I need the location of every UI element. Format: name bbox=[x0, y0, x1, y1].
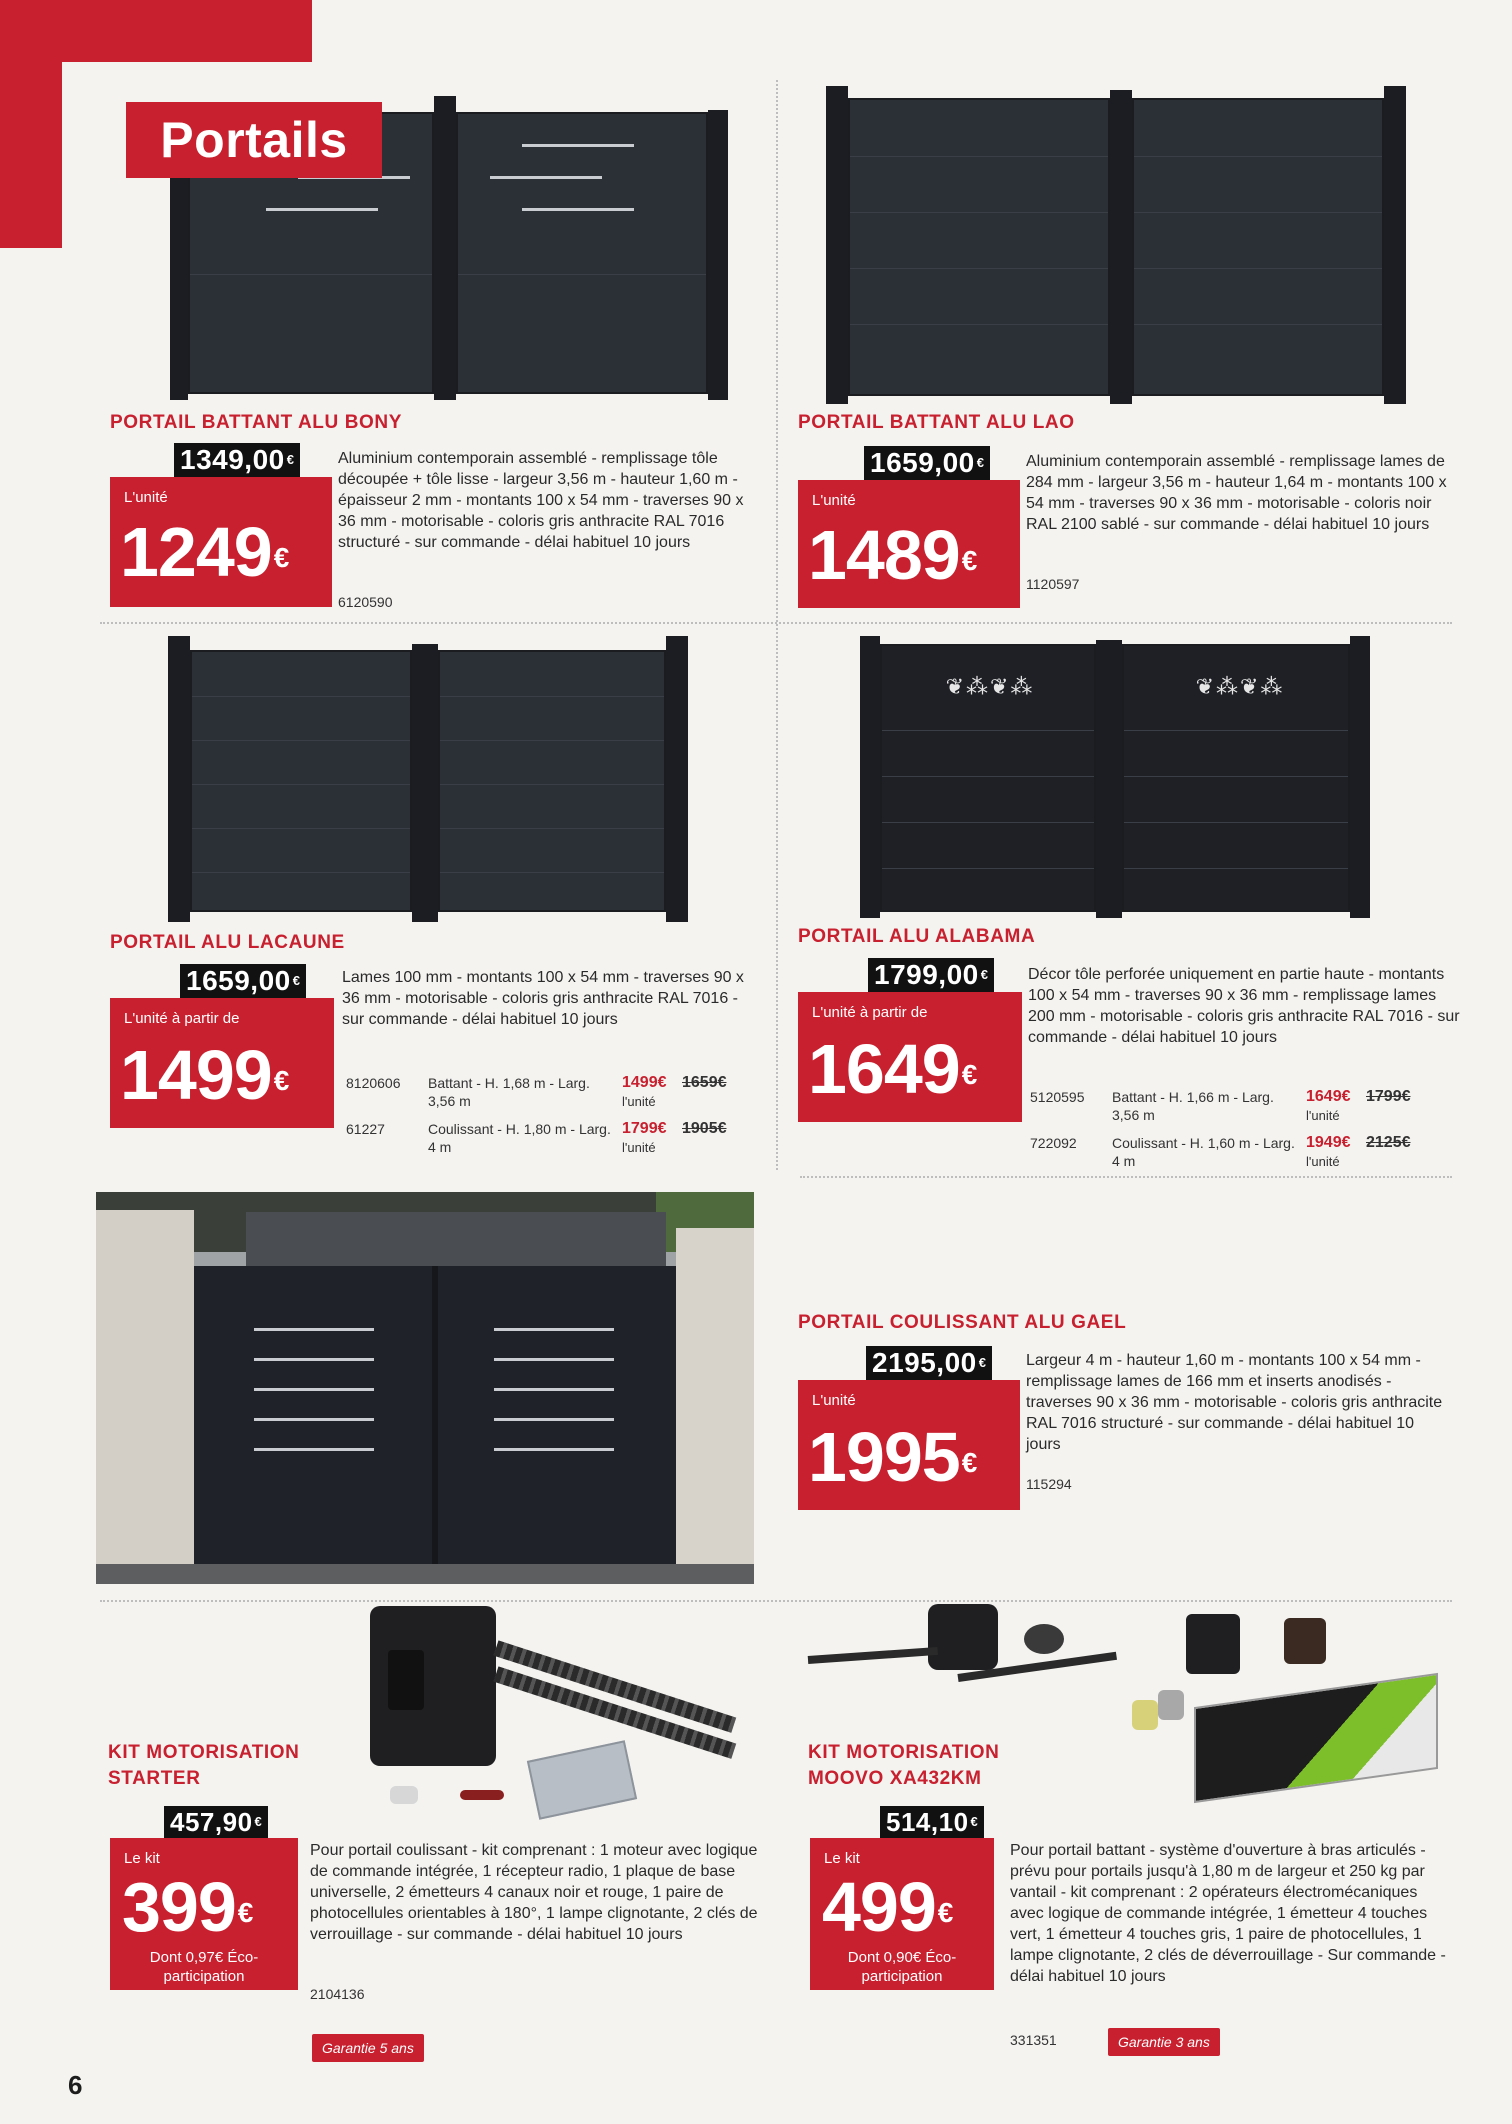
product-photo-gael bbox=[96, 1192, 754, 1584]
product-description: Décor tôle perforée uniquement en partie haute - montants 100 x 54 mm - traverses 90 x 36 mm - remplissage lames 200 mm - motorisable - coloris gris anthracite RAL 7016 - sur commande - délai habituel 10 jours bbox=[1028, 966, 1460, 1046]
price-label: Le kit bbox=[824, 1850, 860, 1867]
price-box bbox=[110, 477, 332, 607]
product-ref: 6120590 bbox=[338, 594, 393, 610]
price-box bbox=[810, 1838, 994, 1990]
price-label: L'unité bbox=[812, 1392, 856, 1409]
variant-table bbox=[1030, 1088, 1450, 1180]
column-divider bbox=[776, 80, 778, 1170]
price-box bbox=[798, 1380, 1020, 1510]
price-value: 1489€ bbox=[808, 516, 977, 594]
eco-participation: Dont 0,90€ Éco-participation bbox=[847, 1949, 957, 1985]
leaf-pattern: ❦⁂❦⁂ bbox=[945, 674, 1035, 699]
old-price: 2195,00 € bbox=[866, 1346, 992, 1380]
product-title: PORTAIL BATTANT ALU BONY bbox=[110, 412, 402, 433]
price-box bbox=[110, 998, 334, 1128]
price-value: 499€ bbox=[822, 1868, 953, 1946]
product-description: Lames 100 mm - montants 100 x 54 mm - traverses 90 x 36 mm - motorisable - coloris gris anthracite RAL 7016 - sur commande - délai habituel 10 jours bbox=[342, 969, 744, 1028]
old-price: 457,90 € bbox=[164, 1806, 268, 1838]
product-title: PORTAIL BATTANT ALU LAO bbox=[798, 412, 1075, 433]
price-value: 1249€ bbox=[120, 513, 289, 591]
price-label: L'unité bbox=[124, 489, 168, 506]
price-label: L'unité à partir de bbox=[124, 1010, 240, 1027]
product-description: Largeur 4 m - hauteur 1,60 m - montants 100 x 54 mm - remplissage lames de 166 mm et inserts anodisés - traverses 90 x 36 mm - motorisable - coloris gris anthracite RAL 7016 structuré - sur commande - délai habituel 10 jours bbox=[1026, 1352, 1443, 1453]
product-image-kit-starter bbox=[360, 1600, 760, 1820]
old-price: 514,10 € bbox=[880, 1806, 984, 1838]
row-divider bbox=[100, 622, 1452, 624]
product-title: PORTAIL COULISSANT ALU GAEL bbox=[798, 1312, 1127, 1333]
price-label: L'unité bbox=[812, 492, 856, 509]
section-title: Portails bbox=[126, 102, 382, 178]
product-title: PORTAIL ALU ALABAMA bbox=[798, 926, 1036, 947]
page-number: 6 bbox=[68, 2070, 83, 2100]
product-description: Pour portail battant - système d'ouverture à bras articulés - prévu pour portails jusqu'à 1,80 m de largeur et 250 kg par vantail - kit comprenant : 2 opérateurs électromécaniques avec logique de commande intégrée, 1 émetteur 4 touches vert, 1 émetteur 4 touches gris, 1 paire de photocellules, 1 lampe clignotante, 2 clés de déverrouillage - Sur commande - délai habituel 10 jours bbox=[1010, 1842, 1446, 1985]
product-description: Aluminium contemporain assemblé - remplissage tôle découpée + tôle lisse - largeur 3,56 m - hauteur 1,60 m - épaisseur 2 mm - montants 100 x 54 mm - traverses 90 x 36 mm - motorisable - coloris gris anthracite RAL 7016 structuré - sur commande - délai habituel 10 jours bbox=[338, 450, 744, 551]
product-image-alabama bbox=[860, 636, 1370, 918]
old-price: 1659,00 € bbox=[864, 446, 990, 480]
corner-accent-left bbox=[0, 0, 62, 248]
product-image-lacaune bbox=[168, 636, 688, 922]
product-ref: 115294 bbox=[1026, 1476, 1072, 1492]
product-image-lao bbox=[826, 86, 1406, 406]
old-price: 1799,00 € bbox=[868, 958, 994, 992]
variant-row: 5120595 Battant - H. 1,66 m - Larg. 3,56 m 1649€ 1799€ l'unité bbox=[1030, 1088, 1411, 1123]
eco-participation: Dont 0,97€ Éco-participation bbox=[149, 1949, 259, 1985]
warranty-badge: Garantie 5 ans bbox=[312, 2034, 424, 2062]
product-title: KIT MOTORISATION STARTER bbox=[108, 1742, 300, 1789]
variant-row: 722092 Coulissant - H. 1,60 m - Larg. 4 m 1949€ 2125€ l'unité bbox=[1030, 1134, 1411, 1169]
row-divider bbox=[100, 1600, 1452, 1602]
price-box bbox=[110, 1838, 298, 1990]
product-ref: 331351 bbox=[1010, 2032, 1057, 2048]
old-price: 1349,00 € bbox=[174, 443, 300, 477]
price-value: 399€ bbox=[122, 1868, 253, 1946]
product-description: Pour portail coulissant - kit comprenant : 1 moteur avec logique de commande intégrée, 1 récepteur radio, 1 plaque de base universelle, 2 émetteurs 4 canaux noir et rouge, 1 paire de photocellules orientables à 180°, 1 lampe clignotante, 2 clés de verrouillage - sur commande - délai habituel 10 jours bbox=[310, 1842, 758, 1943]
variant-table bbox=[346, 1074, 766, 1166]
product-ref: 2104136 bbox=[310, 1986, 365, 2002]
price-label: Le kit bbox=[124, 1850, 160, 1867]
leaf-pattern: ❦⁂❦⁂ bbox=[1195, 674, 1285, 699]
price-value: 1499€ bbox=[120, 1036, 289, 1114]
variant-row: 61227 Coulissant - H. 1,80 m - Larg. 4 m 1799€ 1905€ l'unité bbox=[346, 1120, 727, 1155]
price-label: L'unité à partir de bbox=[812, 1004, 928, 1021]
product-title: PORTAIL ALU LACAUNE bbox=[110, 932, 345, 953]
price-box bbox=[798, 480, 1020, 608]
product-ref: 1120597 bbox=[1026, 576, 1080, 592]
price-value: 1995€ bbox=[808, 1418, 977, 1496]
product-description: Aluminium contemporain assemblé - remplissage lames de 284 mm - largeur 3,56 m - hauteur 1,64 m - montants 100 x 54 mm - traverses 90 x 36 mm - motorisable - coloris noir RAL 2100 sablé - sur commande - délai habituel 10 jours bbox=[1026, 453, 1447, 533]
warranty-badge: Garantie 3 ans bbox=[1108, 2028, 1220, 2056]
price-value: 1649€ bbox=[808, 1030, 977, 1108]
kit-box bbox=[1194, 1673, 1438, 1803]
product-title: KIT MOTORISATION MOOVO XA432KM bbox=[808, 1742, 1000, 1789]
old-price: 1659,00 € bbox=[180, 964, 306, 998]
variant-row: 8120606 Battant - H. 1,68 m - Larg. 3,56 m 1499€ 1659€ l'unité bbox=[346, 1074, 727, 1109]
price-box bbox=[798, 992, 1022, 1122]
